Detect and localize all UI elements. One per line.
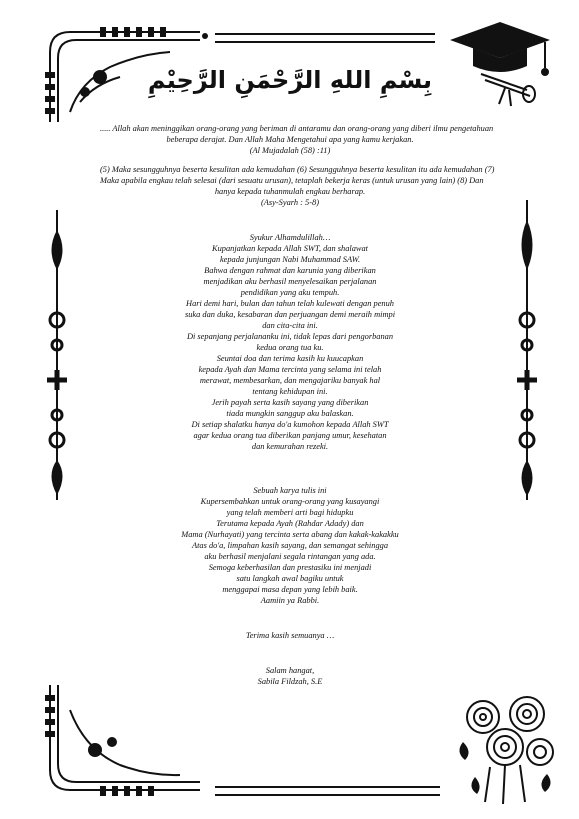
diploma-scroll-icon <box>481 74 535 106</box>
dedication-line: Bahwa dengan rahmat dan karunia yang diberikan <box>204 266 376 275</box>
persembahan-line: yang telah memberi arti bagi hidupku <box>226 508 354 517</box>
dedication-line: dan kemurahan rezeki. <box>251 442 329 451</box>
dedication-line: Kupanjatkan kepada Allah SWT, dan shalawat <box>211 244 369 253</box>
thanks-text <box>100 630 480 641</box>
dedication-line: Di sepanjang perjalananku ini, tidak lepas dari pengorbanan <box>186 332 394 341</box>
verse-line: hanya kepada tuhanmulah engkau berharap. <box>214 187 366 196</box>
persembahan-line: menggapai masa depan yang lebih baik. <box>222 585 358 594</box>
rose-bouquet-icon <box>455 692 560 807</box>
basmalah-text: بِسْمِ اللهِ الرَّحْمَنِ الرَّحِيْمِ <box>147 66 433 94</box>
dedication-line: tentang kehidupan ini. <box>252 387 328 396</box>
persembahan-text <box>100 485 480 606</box>
vertical-flourish-icon <box>44 210 70 500</box>
top-border-rule <box>215 33 435 43</box>
dedication-line: kedua orang tua ku. <box>256 343 324 352</box>
dedication-line: menjadikan aku berhasil menyelesaikan perjalanan <box>203 277 377 286</box>
verse-line: (5) Maka sesungguhnya beserta kesulitan ada kemudahan (6) Sesungguhnya beserta kesulitan itu ada kemudahan (7) <box>100 165 495 174</box>
persembahan-line: Atas do'a, limpahan kasih sayang, dan semangat sehingga <box>191 541 389 550</box>
dedication-line: merawat, membesarkan, dan mengajariku banyak hal <box>199 376 381 385</box>
graduation-cap-icon <box>445 18 555 108</box>
persembahan-line: Kupersembahkan untuk orang-orang yang kusayangi <box>200 497 380 506</box>
persembahan-line: Semoga keberhasilan dan prestasiku ini menjadi <box>208 563 372 572</box>
dedication-line: agar kedua orang tua diberikan panjang umur, kesehatan <box>193 431 387 440</box>
persembahan-line: Mama (Nurhayati) yang tercinta serta abang dan kakak-kakakku <box>181 530 399 539</box>
quran-verse-asy-syarh <box>100 164 495 208</box>
vertical-flourish-icon <box>514 200 540 500</box>
bottom-border-rule <box>215 786 440 796</box>
dedication-line: kepada Ayah dan Mama tercinta yang selama ini telah <box>198 365 382 374</box>
verse-reference: (Al Mujadalah (58) :11) <box>249 146 331 155</box>
verse-line: beberapa derajat. Dan Allah Maha Mengetahui apa yang kamu kerjakan. <box>166 135 414 144</box>
verse-line: Maka apabila engkau telah selesai (dari sesuatu urusan), tetaplah bekerja keras (untuk urusan yang lain) (8) Dan <box>100 176 484 185</box>
dedication-line: kepada junjungan Nabi Muhammad SAW. <box>219 255 361 264</box>
dedication-line: pendidikan yang aku tempuh. <box>240 288 340 297</box>
persembahan-line: satu langkah awal bagiku untuk <box>236 574 344 583</box>
dedication-line: suka dan duka, kesabaran dan perjuangan demi meraih mimpi <box>184 310 396 319</box>
persembahan-line: Aamiin ya Rabbi. <box>260 596 320 605</box>
signoff-greeting: Salam hangat, <box>265 666 315 675</box>
dedication-line: Di setiap shalatku hanya do'a kumohon kepada Allah SWT <box>191 420 389 429</box>
dedication-line: Hari demi hari, bulan dan tahun telah kulewati dengan penuh <box>186 299 394 308</box>
thanks-line: Terima kasih semuanya … <box>245 631 335 640</box>
persembahan-line: aku berhasil menjalani segala rintangan yang ada. <box>204 552 376 561</box>
dedication-text <box>100 232 480 452</box>
signoff <box>100 665 480 687</box>
corner-ornament-icon <box>40 680 210 800</box>
verse-line: ..... Allah akan meninggikan orang-orang yang beriman di antaramu dan orang-orang yang diberi ilmu pengetahuan <box>100 124 494 133</box>
dedication-line: Syukur Alhamdulillah… <box>249 233 331 242</box>
persembahan-line: Sebuah karya tulis ini <box>253 486 327 495</box>
signoff-name: Sabila Fildzah, S.E <box>257 677 323 686</box>
basmalah-calligraphy <box>147 58 433 98</box>
quran-verse-mujadalah <box>100 123 494 156</box>
persembahan-line: Terutama kepada Ayah (Rahdar Adady) dan <box>216 519 364 528</box>
dedication-line: dan cita-cita ini. <box>262 321 318 330</box>
dedication-line: Seuntai doa dan terima kasih ku kuucapkan <box>216 354 364 363</box>
dedication-line: Jerih payah serta kasih sayang yang diberikan <box>211 398 369 407</box>
dedication-line: tiada mungkin sanggup aku balaskan. <box>226 409 354 418</box>
verse-reference: (Asy-Syarh : 5-8) <box>261 198 319 207</box>
